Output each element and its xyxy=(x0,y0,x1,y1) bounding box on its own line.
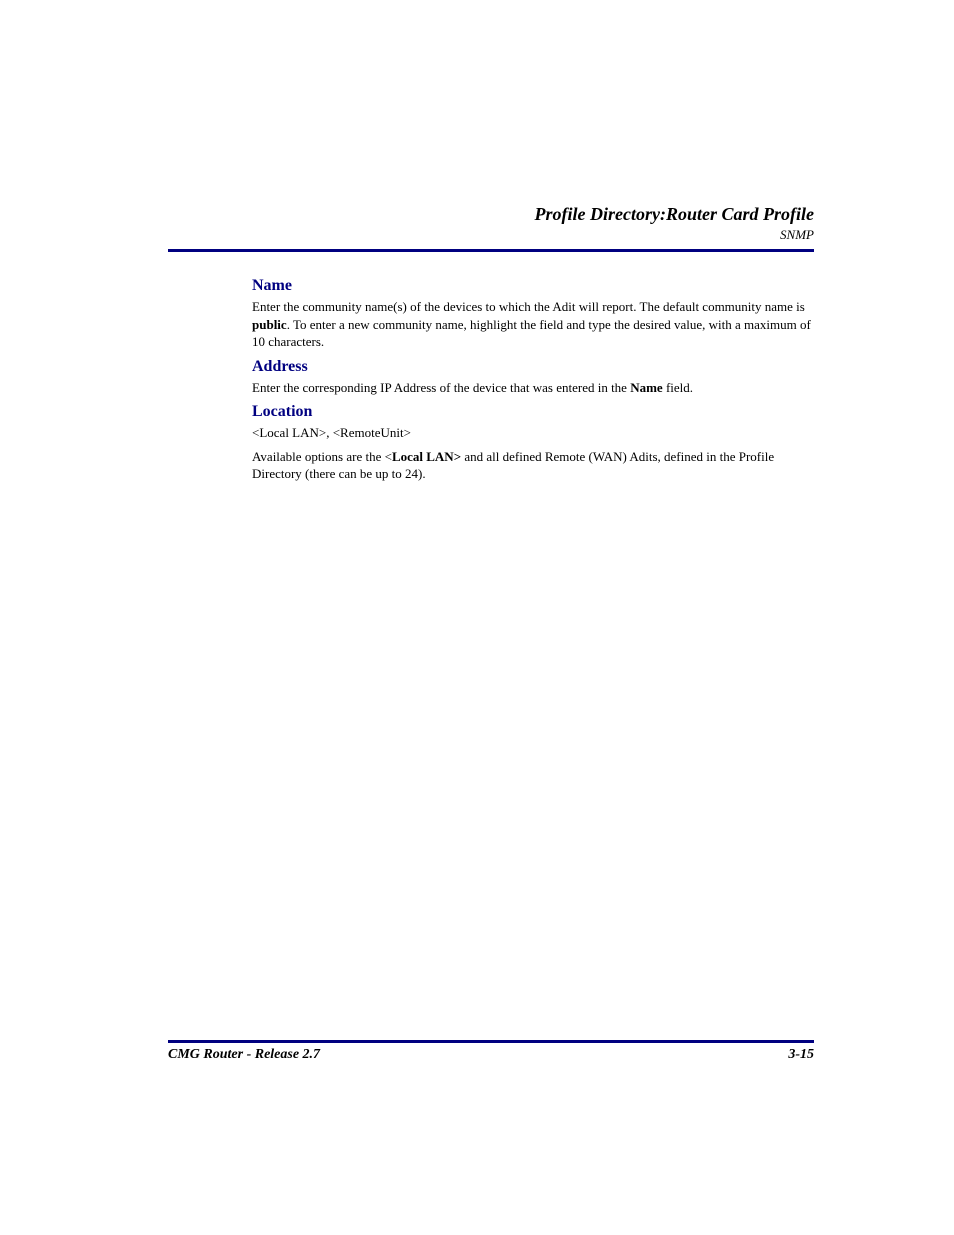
page-header xyxy=(168,203,814,244)
section-location-paragraph xyxy=(252,448,814,483)
section-heading-name: Name xyxy=(252,277,292,294)
header-rule xyxy=(168,249,814,252)
location-options-line: <Local LAN>, <RemoteUnit> xyxy=(252,425,411,440)
text-span: . To enter a new community name, highlight the field and type the desired value, with a maximum of 10 characters. xyxy=(252,316,811,349)
header-subtitle: SNMP xyxy=(780,227,814,242)
footer-rule xyxy=(168,1040,814,1043)
section-heading-location: Location xyxy=(252,403,313,420)
footer-page-number: 3-15 xyxy=(788,1047,814,1062)
bold-text: public xyxy=(252,316,287,332)
header-title: Profile Directory:Router Card Profile xyxy=(534,204,814,224)
text-span: field. xyxy=(662,379,694,395)
footer-document-title: CMG Router - Release 2.7 xyxy=(168,1047,321,1062)
bold-text: Name xyxy=(630,379,663,395)
section-address xyxy=(252,357,814,397)
bold-text: Local LAN> xyxy=(391,448,462,464)
text-span: and all defined Remote (WAN) Adits, defined in the Profile Directory (there can be up to 24). xyxy=(252,448,775,481)
section-name xyxy=(252,276,814,351)
text-span: Enter the corresponding IP Address of the device that was entered in the xyxy=(252,379,631,395)
section-heading-address: Address xyxy=(252,357,308,375)
main-content xyxy=(252,276,814,489)
section-address-paragraph xyxy=(252,379,814,397)
text-span: Available options are the < xyxy=(252,448,392,464)
text-span: Enter the community name(s) of the devices to which the Adit will report. The default community name is xyxy=(252,299,805,314)
section-location xyxy=(252,402,814,483)
section-name-paragraph xyxy=(252,298,814,351)
